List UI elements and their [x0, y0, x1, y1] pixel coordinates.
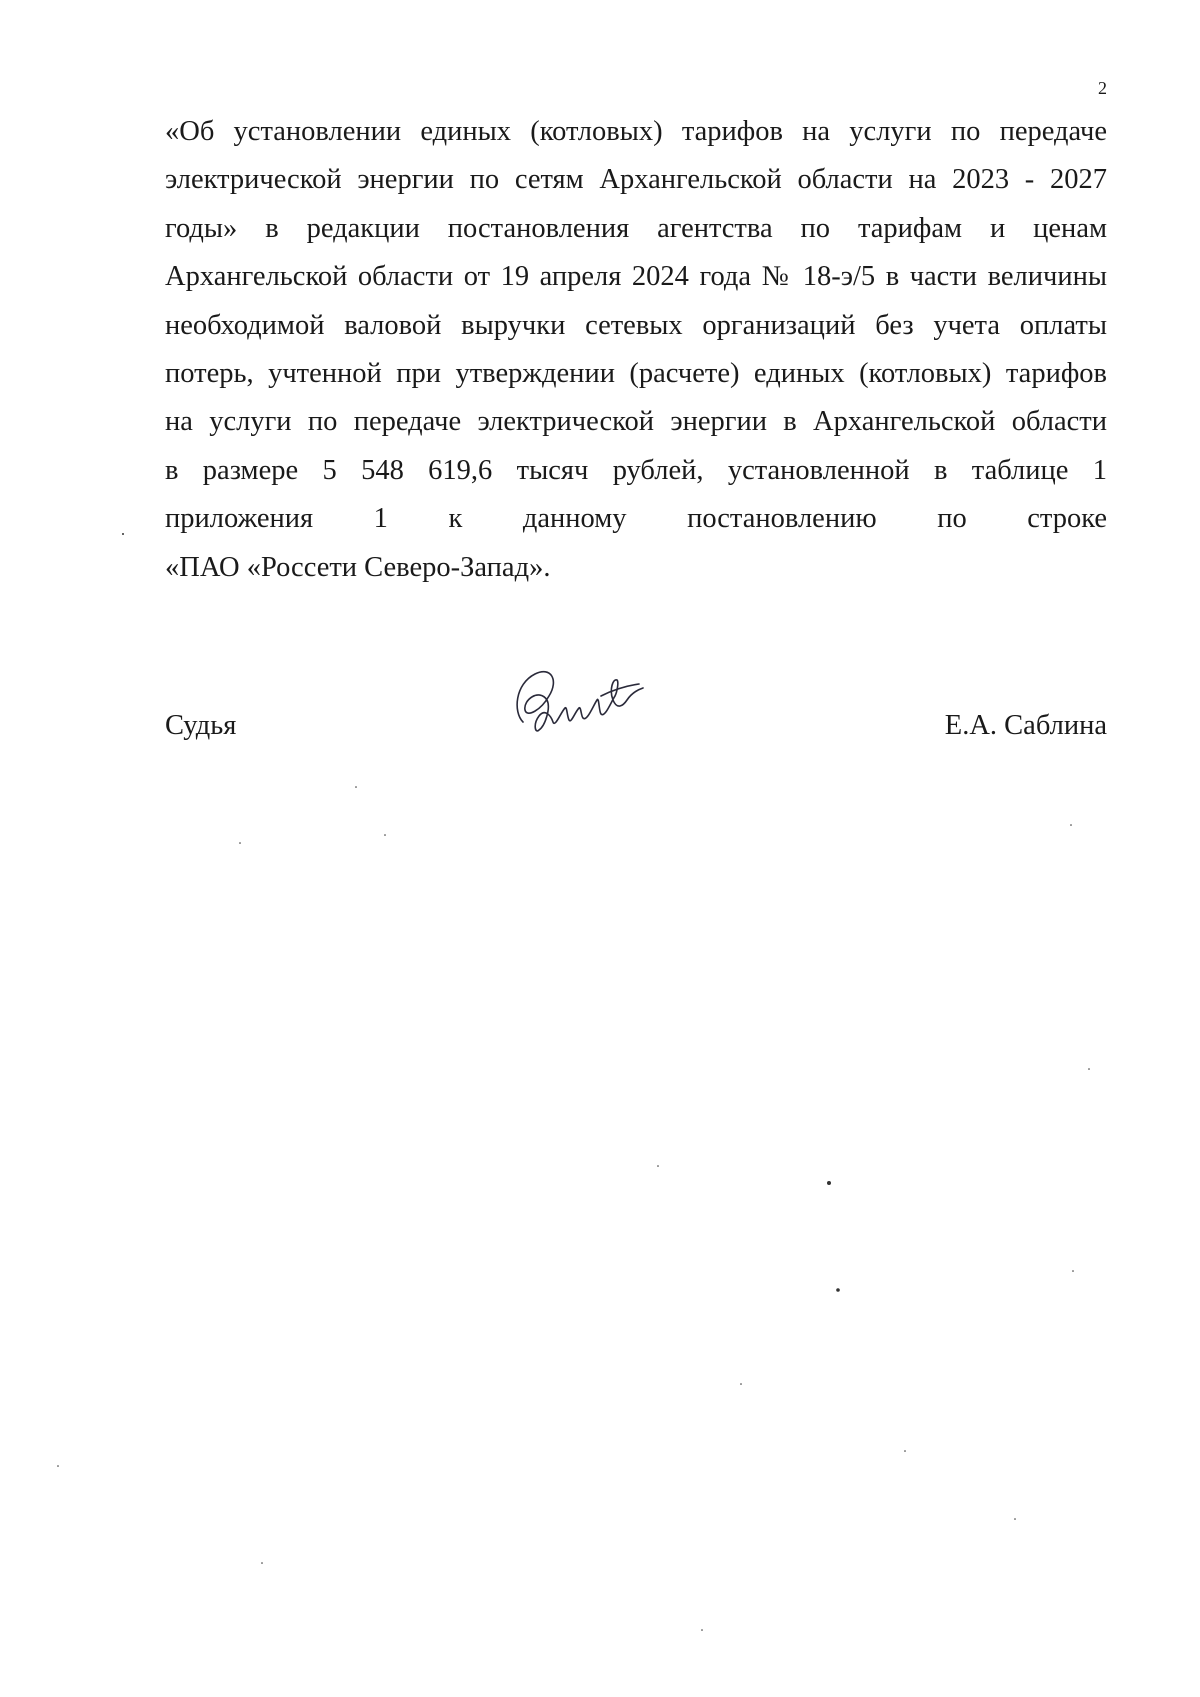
signer-title: Судья: [165, 710, 237, 741]
body-line: в размере 5 548 619,6 тысяч рублей, установленной в таблице 1: [165, 454, 1107, 486]
body-line: приложения 1 к данному постановлению по строке: [165, 503, 1107, 535]
body-line: годы» в редакции постановления агентства по тарифам и ценам: [165, 212, 1107, 244]
body-line: необходимой валовой выручки сетевых организаций без учета оплаты: [165, 309, 1107, 341]
body-line: «ПАО «Россети Северо-Запад».: [165, 551, 551, 583]
handwritten-signature: [505, 660, 655, 750]
body-line: потерь, учтенной при утверждении (расчете) единых (котловых) тарифов: [165, 358, 1107, 390]
body-line: электрической энергии по сетям Архангельской области на 2023 - 2027: [165, 164, 1107, 196]
body-line: Архангельской области от 19 апреля 2024 года № 18-э/5 в части величины: [165, 261, 1107, 293]
page-number: 2: [1098, 78, 1107, 98]
body-line: «Об установлении единых (котловых) тарифов на услуги по передаче: [165, 116, 1107, 147]
body-line: на услуги по передаче электрической энергии в Архангельской области: [165, 406, 1107, 438]
body-text: [165, 108, 1107, 592]
signer-name: Е.А. Саблина: [944, 710, 1107, 741]
